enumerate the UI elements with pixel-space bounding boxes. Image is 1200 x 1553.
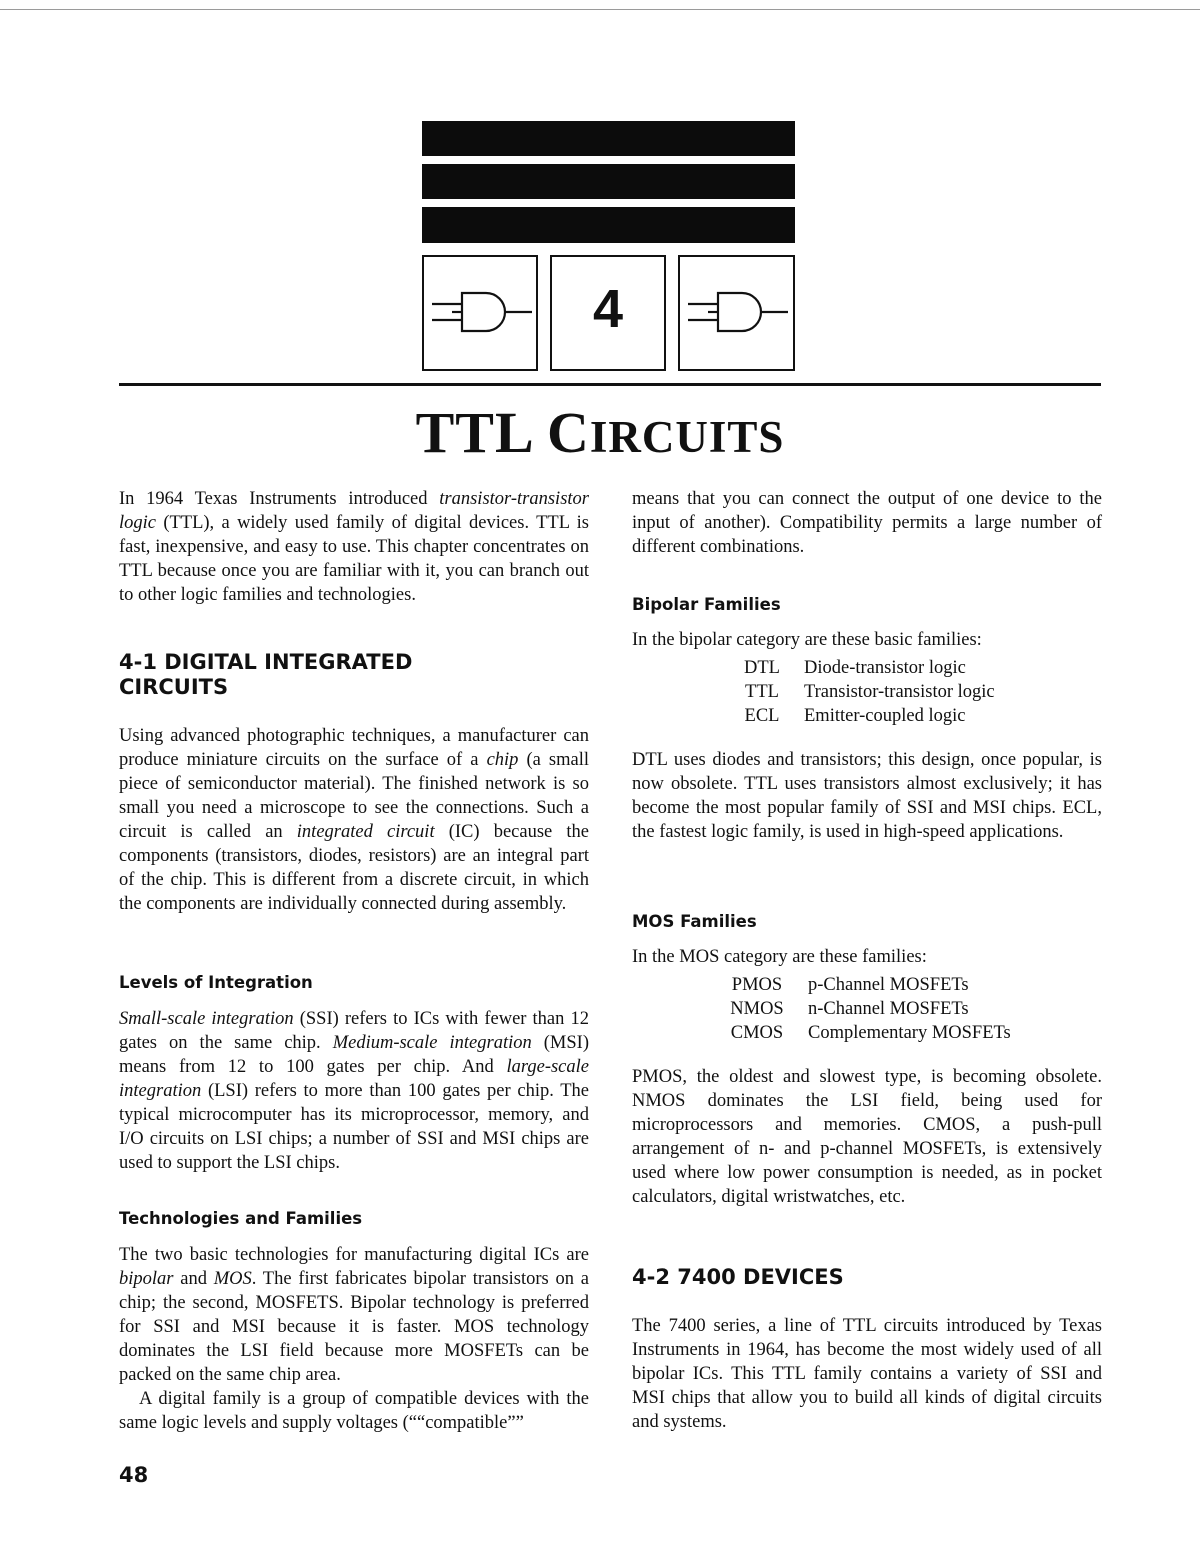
subsection-heading: MOS Families <box>632 912 757 931</box>
text-run: and <box>173 1269 214 1289</box>
family-abbr: TTL <box>745 682 779 702</box>
family-name: Diode-transistor logic <box>804 658 966 678</box>
text-run: (LSI) refers to more than 100 gates per chip. The typical microcomputer has its microprocessor, memory, and I/O circuits on LSI chips; a number of SSI and MSI chips are used to support the LSI chips. <box>119 1081 589 1173</box>
table-row <box>720 680 995 704</box>
chapter-title <box>0 400 1200 470</box>
chapter-title-part: C <box>546 400 590 465</box>
mos-families-table <box>706 973 1011 1045</box>
family-abbr: PMOS <box>731 975 783 995</box>
term-italic: chip <box>486 750 519 770</box>
table-row <box>720 704 995 728</box>
header-bar <box>422 164 795 199</box>
right-column <box>632 487 1102 559</box>
family-abbr: ECL <box>744 706 780 726</box>
section-heading-line: CIRCUITS <box>119 675 229 699</box>
bipolar-families-section-real <box>632 594 1102 844</box>
table-row <box>706 997 1011 1021</box>
term-italic: bipolar <box>119 1269 174 1289</box>
family-abbr: NMOS <box>730 999 784 1019</box>
body-paragraph <box>119 1007 589 1175</box>
page-number: 48 <box>119 1463 149 1487</box>
body-paragraph <box>119 724 589 916</box>
header-bar <box>422 207 795 243</box>
term-italic: integrated circuit <box>296 822 435 842</box>
body-paragraph: A digital family is a group of compatible devices with the same logic levels and supply voltages (““compatible”” <box>119 1389 589 1433</box>
body-paragraph: In the MOS category are these families: <box>632 947 927 967</box>
term-italic: Small-scale integration <box>119 1009 294 1029</box>
term-italic: MOS <box>213 1269 252 1289</box>
title-rule <box>119 383 1101 386</box>
levels-section <box>119 972 589 1175</box>
section-heading-line: 4-1 DIGITAL INTEGRATED <box>119 650 413 674</box>
text-run: (IC) because the components (transistors, diodes, resistors) are an integral part of the chip. This is different from a discrete circuit, in which the components are individually connected during assembly. <box>119 822 589 914</box>
top-scan-line <box>0 9 1200 10</box>
header-bar <box>422 121 795 156</box>
subsection-heading: Levels of Integration <box>119 973 313 992</box>
text-run: Using advanced photographic techniques, a manufacturer can produce miniature circuits on the surface of a <box>119 726 589 770</box>
section-4-1-body <box>119 724 589 916</box>
mos-families-section <box>632 911 1102 1209</box>
chapter-number-box <box>550 255 666 371</box>
section-4-1 <box>119 650 589 700</box>
table-row <box>720 656 995 680</box>
tech-section <box>119 1208 589 1435</box>
family-abbr: CMOS <box>730 1023 784 1043</box>
gate-box-right <box>678 255 795 371</box>
chapter-title-part: IRCUITS <box>589 412 785 462</box>
text-run: . The first fabricates bipolar transistors on a chip; the second, MOSFETS. Bipolar technology is preferred for SSI and MSI because it is faster. MOS technology dominates the LSI field because more MOSFETs can be packed on the same chip area. <box>119 1269 589 1385</box>
family-name: Emitter-coupled logic <box>804 706 966 726</box>
body-paragraph: In the bipolar category are these basic families: <box>632 630 982 650</box>
term-italic: large-scale integration <box>119 1057 589 1101</box>
family-name: Complementary MOSFETs <box>808 1023 1011 1043</box>
family-name: n-Channel MOSFETs <box>808 999 969 1019</box>
body-paragraph: DTL uses diodes and transistors; this design, once popular, is now obsolete. TTL uses transistors almost exclusively; it has become the most popular family of SSI and MSI chips. ECL, the fastest logic family, is used in high-speed applications. <box>632 750 1102 842</box>
section-heading <box>119 650 589 700</box>
text-run: (SSI) refers to ICs with fewer than 12 gates on the same chip. <box>119 1009 589 1053</box>
subsection-heading: Bipolar Families <box>632 595 781 614</box>
term-italic: transistor-transistor logic <box>119 489 589 533</box>
intro-paragraph <box>119 487 589 607</box>
chapter-title-part: T <box>415 400 456 465</box>
table-row <box>706 973 1011 997</box>
chapter-number: 4 <box>592 279 624 339</box>
bipolar-families-table <box>720 656 995 728</box>
body-paragraph <box>119 1243 589 1387</box>
text-run: (a small piece of semiconductor material). The finished network is so small you need a microscope to see the connections. Such a circuit is called an <box>119 750 589 842</box>
and-gate-icon <box>424 257 536 369</box>
text-run: (MSI) means from 12 to 100 gates per chip. And <box>119 1033 589 1077</box>
left-column <box>119 487 589 607</box>
section-heading: 4-2 7400 DEVICES <box>632 1265 844 1289</box>
table-row <box>706 1021 1011 1045</box>
body-paragraph: The 7400 series, a line of TTL circuits introduced by Texas Instruments in 1964, has become the most widely used of all bipolar ICs. This TTL family contains a variety of SSI and MSI chips that allow you to build all kinds of digital circuits and systems. <box>632 1316 1102 1432</box>
body-paragraph: PMOS, the oldest and slowest type, is becoming obsolete. NMOS dominates the LSI field, being used for microprocessors and memories. CMOS, a push-pull arrangement of n- and p-channel MOSFETs, is extensively used where low power consumption is needed, as in pocket calculators, digital wristwatches, etc. <box>632 1067 1102 1207</box>
text-run: The two basic technologies for manufacturing digital ICs are <box>119 1245 589 1265</box>
chapter-title-part: TL <box>455 400 547 465</box>
text-run: In 1964 Texas Instruments introduced <box>119 489 440 509</box>
gate-box-left <box>422 255 538 371</box>
family-name: p-Channel MOSFETs <box>808 975 969 995</box>
section-4-2 <box>632 1265 1102 1434</box>
family-name: Transistor-transistor logic <box>804 682 995 702</box>
and-gate-icon <box>680 257 793 369</box>
family-abbr: DTL <box>744 658 780 678</box>
subsection-heading: Technologies and Families <box>119 1209 363 1228</box>
body-paragraph: means that you can connect the output of one device to the input of another). Compatibility permits a large number of different combinations. <box>632 489 1102 557</box>
term-italic: Medium-scale integration <box>332 1033 532 1053</box>
text-run: (TTL), a widely used family of digital devices. TTL is fast, inexpensive, and easy to use. This chapter concentrates on TTL because once you are familiar with it, you can branch out to other logic families and technologies. <box>119 513 589 605</box>
